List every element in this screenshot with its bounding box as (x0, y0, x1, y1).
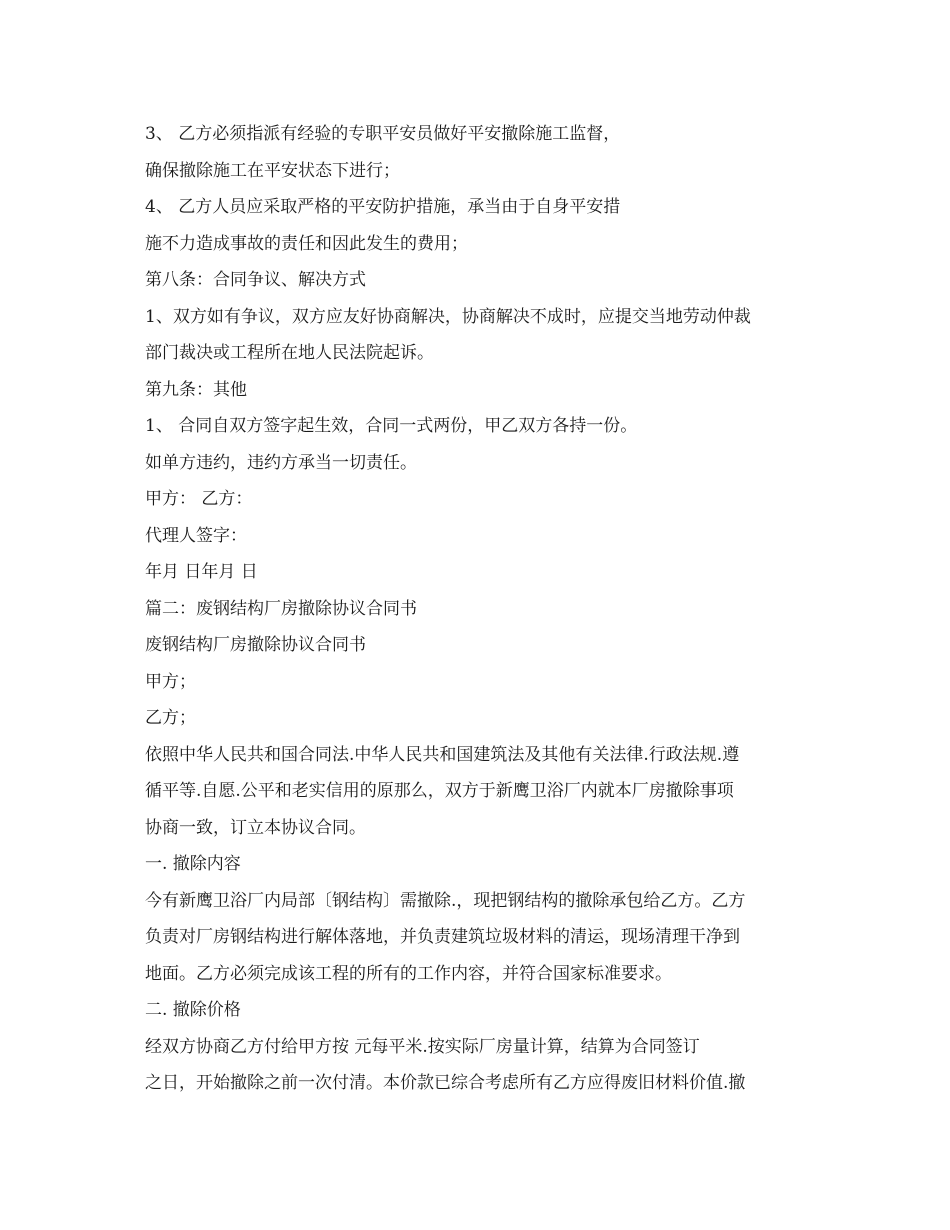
text-line: 循平等.自愿.公平和老实信用的原那么，双方于新鹰卫浴厂内就本厂房撤除事项 (145, 781, 734, 801)
section-heading: 一. 撤除内容 (145, 854, 241, 874)
text-line: 确保撤除施工在平安状态下进行； (145, 160, 400, 181)
date-line: 年月 日年月 日 (145, 562, 258, 582)
party-a-label: 甲方； (145, 671, 196, 692)
text-line: 协商一致，订立本协议合同。 (145, 817, 366, 838)
text-line: 部门裁决或工程所在地人民法院起诉。 (145, 343, 434, 363)
text-line: 负责对厂房钢结构进行解体落地，并负责建筑垃圾材料的清运，现场清理干净到 (145, 927, 740, 947)
text-line: 经双方协商乙方付给甲方按 元每平米.按实际厂房量计算，结算为合同签订 (145, 1036, 700, 1057)
party-b-label: 乙方； (145, 708, 196, 728)
text-line: 3、 乙方必须指派有经验的专职平安员做好平安撤除施工监督， (145, 124, 621, 144)
signature-parties: 甲方： 乙方： (145, 489, 253, 509)
chapter-title: 篇二：废钢结构厂房撤除协议合同书 (145, 598, 417, 619)
text-line: 4、 乙方人员应采取严格的平安防护措施，承当由于自身平安措 (145, 197, 621, 217)
section-heading: 第八条：合同争议、解决方式 (145, 270, 366, 290)
text-line: 之日，开始撤除之前一次付清。本价款已综合考虑所有乙方应得废旧材料价值.撤 (145, 1073, 746, 1093)
section-heading: 二. 撤除价格 (145, 1000, 241, 1020)
text-line: 地面。乙方必须完成该工程的所有的工作内容，并符合国家标准要求。 (145, 963, 672, 984)
agent-signature-label: 代理人签字： (145, 525, 247, 546)
text-line: 如单方违约，违约方承当一切责任。 (145, 452, 417, 473)
text-line: 今有新鹰卫浴厂内局部〔钢结构〕需撤除.，现把钢结构的撤除承包给乙方。乙方 (145, 890, 746, 911)
text-line: 1、双方如有争议，双方应友好协商解决，协商解决不成时，应提交当地劳动仲裁 (145, 306, 751, 327)
section-heading: 第九条：其他 (145, 379, 247, 400)
contract-title: 废钢结构厂房撤除协议合同书 (145, 635, 366, 655)
text-line: 1、 合同自双方签字起生效，合同一式两份，甲乙双方各持一份。 (145, 416, 638, 436)
text-line: 依照中华人民共和国合同法.中华人民共和国建筑法及其他有关法律.行政法规.遵 (145, 744, 740, 765)
document-body (145, 116, 815, 1102)
text-line: 施不力造成事故的责任和因此发生的费用； (145, 233, 468, 254)
